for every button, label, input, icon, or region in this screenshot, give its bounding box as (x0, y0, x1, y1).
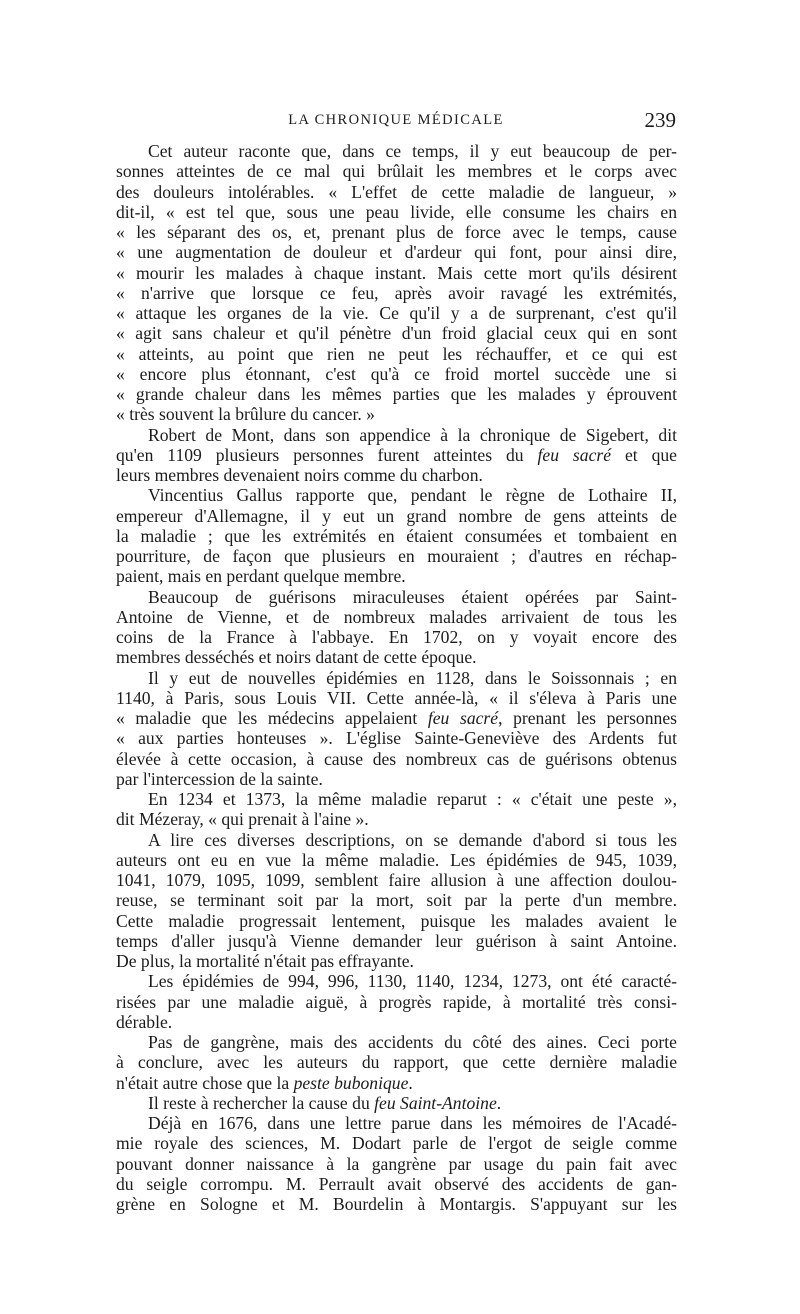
text-line: grène en Sologne et M. Bourdelin à Montargis. S'appuyant sur les (116, 1194, 677, 1214)
text-line: sonnes atteintes de ce mal qui brûlait les membres et le corps avec (116, 161, 677, 182)
text-run: , prenant les personnes (498, 708, 677, 728)
text-line: De plus, la mortalité n'était pas effrayante. (116, 951, 414, 971)
text-line: membres desséchés et noirs datant de cette époque. (116, 647, 477, 668)
running-title: LA CHRONIQUE MÉDICALE (288, 112, 504, 128)
text-line: mie royale des sciences, M. Dodart parle de l'ergot de seigle comme (116, 1133, 677, 1154)
running-header (116, 108, 676, 132)
text-line: des douleurs intolérables. « L'effet de cette maladie de langueur, » (116, 181, 677, 202)
italic-term: feu Saint-Antoine (374, 1092, 497, 1113)
text-line: 1041, 1079, 1095, 1099, semblent faire allusion à une affection doulou- (116, 870, 677, 890)
text-line: risées par une maladie aiguë, à progrès rapide, à mortalité très consi- (116, 991, 677, 1012)
text-line: élevée à cette occasion, à cause des nombreux cas de guérisons obtenus (116, 748, 677, 769)
text-line: pourriture, de façon que plusieurs en mouraient ; d'autres en réchap- (116, 546, 677, 566)
text-line: « agit sans chaleur et qu'il pénètre d'un froid glacial ceux qui en sont (116, 323, 677, 344)
text-line: En 1234 et 1373, la même maladie reparut : « c'était une peste », (148, 789, 677, 809)
text-run: . (408, 1072, 413, 1093)
text-line: Cet auteur raconte que, dans ce temps, il y eut beaucoup de per- (148, 141, 677, 161)
text-line: la maladie ; que les extrémités en étaient consumées et tombaient en (116, 525, 677, 546)
text-line: dit Mézeray, « qui prenait à l'aine ». (116, 809, 369, 830)
body-text (116, 141, 677, 1214)
text-run: Il reste à rechercher la cause du (148, 1092, 375, 1113)
text-line: « les séparant des os, et, prenant plus de force avec le temps, cause (116, 222, 677, 242)
text-line: A lire ces diverses descriptions, on se demande d'abord si tous les (148, 829, 677, 850)
text-line: « grande chaleur dans les mêmes parties que les malades y éprouvent (116, 384, 677, 404)
italic-term: feu sacré (537, 444, 612, 465)
text-line: Antoine de Vienne, et de nombreux malades arrivaient de tous les (116, 606, 677, 627)
text-line: « n'arrive que lorsque ce feu, après avoir ravagé les extrémités, (116, 282, 677, 303)
text-line: « atteints, au point que rien ne peut les réchauffer, et ce qui est (116, 343, 677, 364)
text-line: « aux parties honteuses ». L'église Sainte-Geneviève des Ardents fut (116, 728, 677, 749)
text-line: empereur d'Allemagne, il y eut un grand nombre de gens atteints de (116, 505, 677, 526)
text-line: Beaucoup de guérisons miraculeuses étaient opérées par Saint- (148, 586, 677, 607)
text-line (116, 1093, 677, 1113)
text-line: à conclure, avec les auteurs du rapport, que cette dernière maladie (116, 1052, 677, 1073)
text-run: et que (611, 444, 677, 465)
italic-term: feu sacré (427, 708, 499, 728)
text-line: Vincentius Gallus rapporte que, pendant le règne de Lothaire II, (148, 485, 677, 506)
text-line: reuse, se terminant soit par la mort, soit par la perte d'un membre. (116, 890, 677, 911)
text-line: leurs membres devenaient noirs comme du charbon. (116, 465, 483, 485)
text-line: Robert de Mont, dans son appendice à la chronique de Sigebert, dit (148, 424, 677, 445)
text-run: . (496, 1092, 502, 1113)
text-line: « encore plus étonnant, c'est qu'à ce froid mortel succède une si (116, 363, 677, 384)
text-line: Pas de gangrène, mais des accidents du côté des aines. Ceci porte (148, 1032, 677, 1052)
text-line: du seigle corrompu. M. Perrault avait observé des accidents de gan- (116, 1173, 677, 1194)
text-line: auteurs ont eu en vue la même maladie. Les épidémies de 945, 1039, (116, 849, 677, 870)
text-line (116, 708, 677, 728)
text-line: Il y eut de nouvelles épidémies en 1128, dans le Soissonnais ; en (148, 667, 677, 688)
text-line: coins de la France à l'abbaye. En 1702, on y voyait encore des (116, 627, 677, 647)
text-line: « mourir les malades à chaque instant. Mais cette mort qu'ils désirent (116, 262, 677, 283)
text-line: temps d'aller jusqu'à Vienne demander leur guérison à saint Antoine. (116, 930, 677, 951)
text-line: « une augmentation de douleur et d'ardeur qui font, pour ainsi dire, (116, 242, 677, 263)
page-number: 239 (644, 108, 676, 132)
text-line: paient, mais en perdant quelque membre. (116, 566, 406, 587)
text-line (116, 1073, 677, 1093)
text-line: 1140, à Paris, sous Louis VII. Cette année-là, « il s'éleva à Paris une (116, 687, 677, 708)
text-line: pouvant donner naissance à la gangrène par usage du pain fait avec (116, 1153, 677, 1174)
text-line: dérable. (116, 1011, 173, 1032)
text-line: « très souvent la brûlure du cancer. » (116, 404, 375, 425)
italic-term: peste bubonique (293, 1072, 409, 1093)
text-run: n'était autre chose que la (116, 1072, 294, 1093)
text-line: « attaque les organes de la vie. Ce qu'il y a de surprenant, c'est qu'il (116, 303, 677, 323)
text-line: Déjà en 1676, dans une lettre parue dans les mémoires de l'Acadé- (148, 1113, 677, 1133)
text-line (116, 445, 677, 465)
text-line: Les épidémies de 994, 996, 1130, 1140, 1234, 1273, ont été caracté- (148, 971, 677, 992)
text-line: par l'intercession de la sainte. (116, 768, 323, 789)
text-line: dit-il, « est tel que, sous une peau livide, elle consume les chairs en (116, 201, 677, 222)
text-run: qu'en 1109 plusieurs personnes furent atteintes du (116, 444, 538, 465)
text-line: Cette maladie progressait lentement, puisque les malades avaient le (116, 910, 677, 931)
text-run: « maladie que les médecins appelaient (116, 708, 428, 728)
